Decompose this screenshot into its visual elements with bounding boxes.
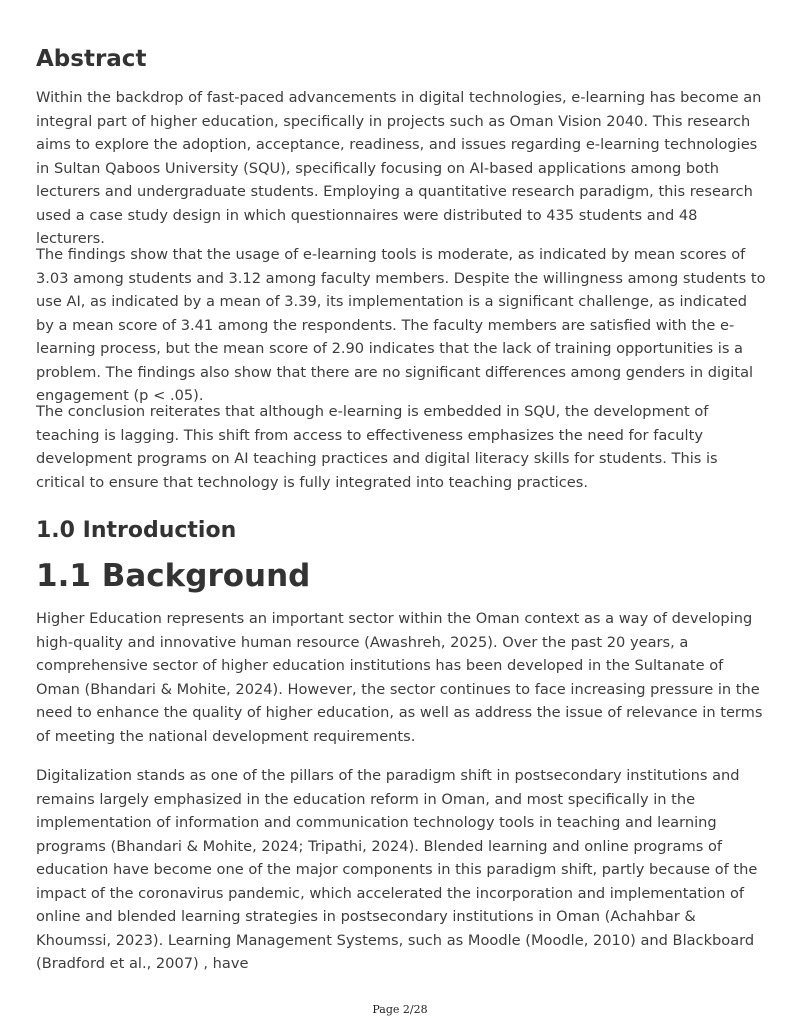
page-number-footer: Page 2/28 (372, 1003, 428, 1016)
background-paragraph-1: Higher Education represents an important sector within the Oman context as a way of developing high-quality and innovative human resource (Awashreh, 2025). Over the past 20 years, a comprehensive sector of higher education institutions has been developed in the Sultanate of Oman (Bhandari & Mohite, 2024). However, the sector continues to face increasing pressure in the need to enhance the quality of higher education, as well as address the issue of relevance in terms of meeting the national development requirements. (36, 610, 763, 745)
abstract-paragraph-2: The findings show that the usage of e-learning tools is moderate, as indicated by mean scores of 3.03 among students and 3.12 among faculty members. Despite the willingness among students to use AI, as indicated by a mean of 3.39, its implementation is a significant challenge, as indicated by a mean score of 3.41 among the respondents. The faculty members are satisfied with the e-learning process, but the mean score of 2.90 indicates that the lack of training opportunities is a problem. The findings also show that there are no significant differences among genders in digital engagement (p < .05). (36, 246, 766, 404)
abstract-paragraph-1: Within the backdrop of fast-paced advancements in digital technologies, e-learning has become an integral part of higher education, specifically in projects such as Oman Vision 2040. This research aims to explore the adoption, acceptance, readiness, and issues regarding e-learning technologies in Sultan Qaboos University (SQU), specifically focusing on AI-based applications among both lecturers and undergraduate students. Employing a quantitative research paradigm, this research used a case study design in which questionnaires were distributed to 435 students and 48 lecturers. (36, 89, 762, 247)
introduction-heading: 1.0 Introduction (36, 518, 237, 543)
background-paragraph-2: Digitalization stands as one of the pillars of the paradigm shift in postsecondary institutions and remains largely emphasized in the education reform in Oman, and most specifically in the implementation of information and communication technology tools in teaching and learning programs (Bhandari & Mohite, 2024; Tripathi, 2024). Blended learning and online programs of education have become one of the major components in this paradigm shift, partly because of the impact of the coronavirus pandemic, which accelerated the incorporation and implementation of online and blended learning strategies in postsecondary institutions in Oman (Achahbar & Khoumssi, 2023). Learning Management Systems, such as Moodle (Moodle, 2010) and Blackboard (Bradford et al., 2007) , have (36, 767, 758, 972)
abstract-heading: Abstract (36, 46, 147, 72)
background-heading: 1.1 Background (36, 558, 311, 594)
abstract-paragraph-3: The conclusion reiterates that although e-learning is embedded in SQU, the development of teaching is lagging. This shift from access to effectiveness emphasizes the need for faculty development programs on AI teaching practices and digital literacy skills for students. This is critical to ensure that technology is fully integrated into teaching practices. (36, 403, 718, 491)
